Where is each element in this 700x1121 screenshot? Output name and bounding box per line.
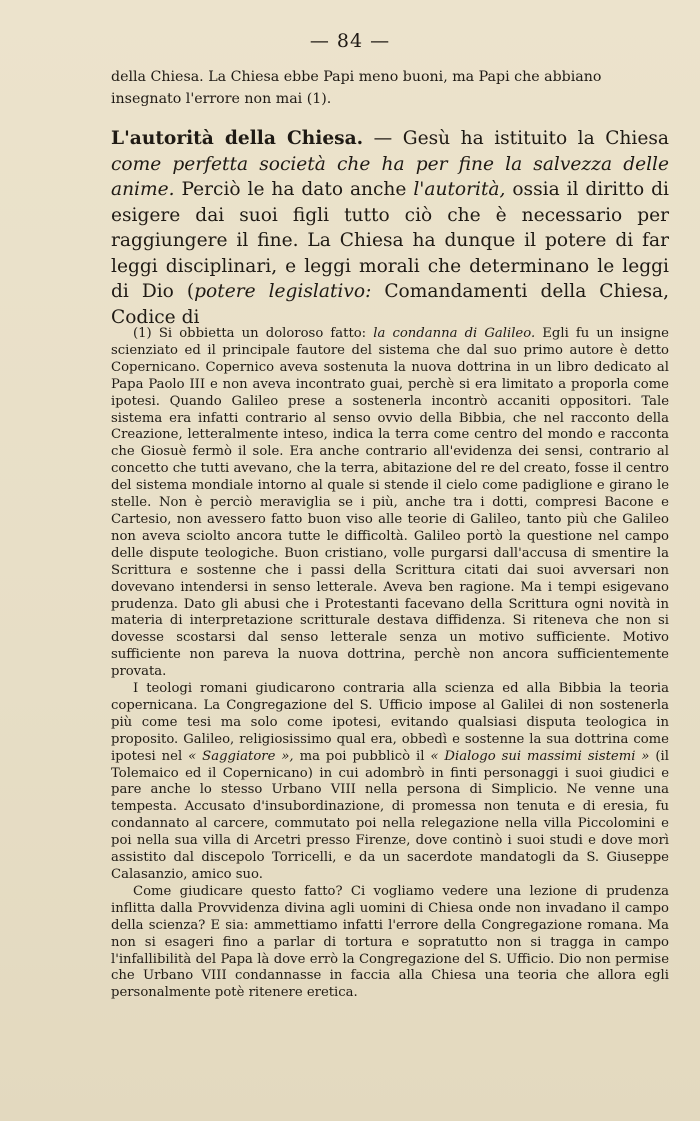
footnote-text: (il Tolemaico ed il Copernicano) in cui adombrò in finti personaggi i suoi giudici e pare anche lo stesso Urbano VIII nella persona di Simplicio. Ne venne una tempesta. Accusato d'insubordinazione, di promessa non tenuta e di eresia, fu condannato al carcere, commutato poi nella relegazione nella villa Piccolomini e poi nella sua villa di Arcetri presso Firenze, dove continò i suoi studi e dove morì assistito dal discepolo Torricelli, e da un sacerdote mandatogli da S. Giuseppe Calasanzio, amico suo. [111,748,669,882]
text-line: della Chiesa. La Chiesa ebbe Papi meno buoni, ma Papi che abbiano [111,69,602,85]
italic-text: la condanna di Galileo. [373,326,536,341]
footnote-paragraph: Come giudicare questo fatto? Ci vogliamo vedere una lezione di prudenza inflitta dalla Provvidenza divina agli uomini di Chiesa onde non invadano il campo della scienza? E sia: ammettiamo infatti l'errore della Congregazione romana. Ma non si esageri fino a parlar di tortura e sopratutto non si tragga in campo l'infallibilità del Papa là dove errò la Congregazione del S. Ufficio. Dio non permise che Urbano VIII condannasse in faccia alla Chiesa una teoria che allora egli personalmente potè ritenere eretica. [111,883,669,1001]
footnote-paragraph [111,326,669,681]
footnote-text: Egli fu un insigne scienziato ed il principale fautore del sistema che dal suo primo autore è detto Copernicano. Copernico aveva sostenuta la nuova dottrina in un libro dedicato al Papa Paolo III e non aveva incontrato guai, perchè si era limitato a proporla come ipotesi. Quando Galileo prese a sostenerla incontrò accaniti oppositori. Tale sistema era infatti contrario al senso ovvio della Bibbia, che nel racconto della Creazione, letteralmente inteso, indica la terra come centro del mondo e racconta che Giosuè fermò il sole. Era anche contrario all'evidenza dei sensi, contrario al concetto che tutti avevano, che la terra, abitazione del re del creato, fosse il centro del sistema mondiale intorno al quale si stende il cielo come padiglione e girano le stelle. Non è perciò meraviglia se i più, anche tra i dotti, compresi Bacone e Cartesio, non avessero fatto buon viso alle teorie di Galileo, tanto più che Galileo non aveva sciolto ancora tutte le difficoltà. Galileo portò la questione nel campo delle dispute teologiche. Buon cristiano, volle purgarsi dall'accusa di smentire la Scrittura e sostenne che i passi della Scrittura citati dai suoi avversari non dovevano intendersi in senso letterale. Aveva ben ragione. Ma i tempi esigevano prudenza. Dato gli abusi che i Protestanti facevano della Scrittura ogni novità in materia di interpretazione scritturale destava diffidenza. Si riteneva che non si dovesse scostarsi dal senso letterale senza un motivo sufficiente. Motivo sufficiente non pareva la nuova dottrina, perchè non ancora sufficientemente provata. [111,326,669,680]
body-text: — Gesù ha istituito la Chiesa [363,128,669,149]
text-line: insegnato l'errore non mai (1). [111,91,332,107]
italic-text: potere legislativo: [194,281,372,302]
main-paragraph [111,126,669,330]
footnote-text: ma poi pubblicò il [293,748,431,764]
body-text: ossia il diritto di esigere dai suoi figli tutto ciò che è necessario per raggiungere il fine. La Chiesa ha dunque il potere di far leggi disciplinari, e leggi morali che determinano le leggi di Dio ( [111,179,669,302]
footnote-paragraph [111,681,669,884]
footnote-text: (1) Si obbietta un doloroso fatto: [133,326,374,341]
page-number: — 84 — [309,30,391,52]
continuation-text [111,66,667,110]
italic-text: « Dialogo sui massimi sistemi » [430,748,650,764]
body-text: Comandamenti della Chiesa, Codice di [111,281,669,328]
section-heading: L'autorità della Chiesa. [111,128,364,149]
italic-text: l'autorità, [413,179,506,200]
italic-text: « Saggiatore », [188,748,294,764]
body-text: Perciò le ha dato anche [174,179,414,200]
italic-text: come perfetta società che ha per fine la salvezza delle anime. [111,153,669,200]
footnote [111,326,669,1002]
footnote-text: I teologi romani giudicarono contraria alla scienza ed alla Bibbia la teoria copernicana. La Congregazione del S. Ufficio impose al Galilei di non sostenerla più come tesi ma solo come ipotesi, evitando qualsiasi disputa teologica in proposito. Galileo, religiosissimo qual era, obbedì e sostenne la sua dottrina come ipotesi nel [111,681,669,764]
